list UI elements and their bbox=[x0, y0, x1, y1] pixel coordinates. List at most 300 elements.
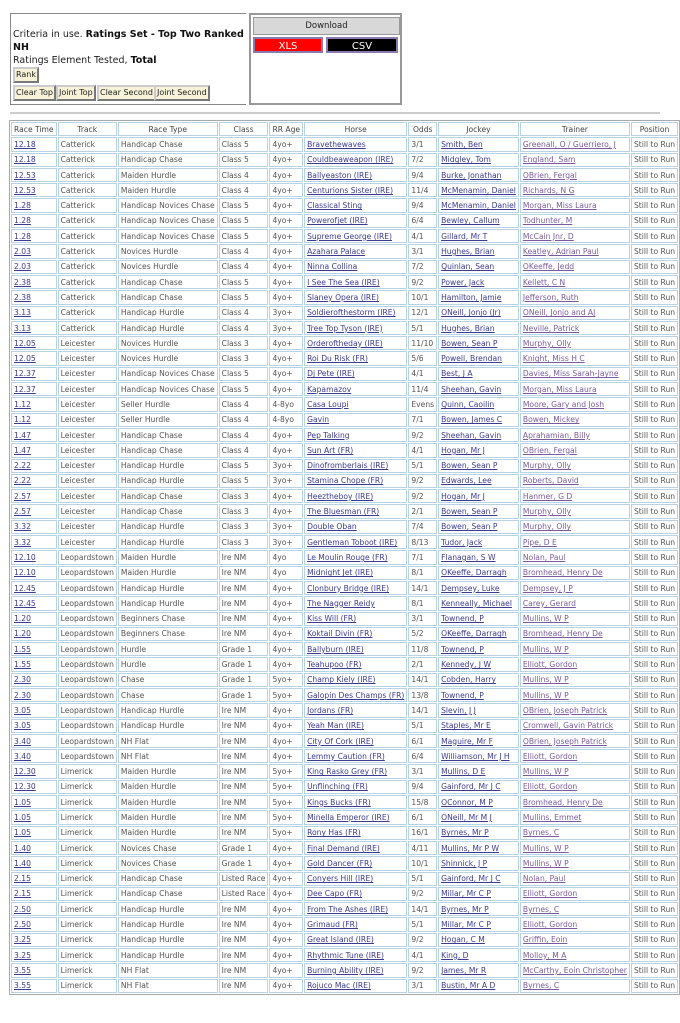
race-time-link[interactable]: 2.57 bbox=[14, 491, 31, 501]
cell-horse bbox=[304, 780, 407, 794]
horse-link[interactable]: Centurions Sister (IRE) bbox=[307, 185, 394, 195]
horse-link[interactable]: Teahupoo (FR) bbox=[307, 660, 362, 670]
rank-button[interactable]: Rank bbox=[13, 67, 39, 83]
cell-class: Class 5 bbox=[219, 459, 269, 473]
trainer-link[interactable]: Murphy, Olly bbox=[522, 461, 572, 471]
race-time-link[interactable]: 3.40 bbox=[14, 736, 31, 746]
trainer-link[interactable]: Bowen, Mickey bbox=[522, 415, 580, 425]
horse-link[interactable]: Rony Has (FR) bbox=[307, 828, 361, 838]
race-time-link[interactable]: 3.32 bbox=[14, 537, 31, 547]
race-time-link[interactable]: 12.30 bbox=[14, 782, 36, 792]
xls-download-button[interactable]: XLS bbox=[253, 37, 323, 53]
trainer-link[interactable]: Mullins, W P bbox=[522, 858, 569, 868]
race-time-link[interactable]: 2.50 bbox=[14, 920, 31, 930]
horse-link[interactable]: Burning Ability (IRE) bbox=[307, 965, 384, 975]
cell-race-type: Beginners Chase bbox=[118, 627, 218, 641]
trainer-link[interactable]: Carey, Gerard bbox=[522, 598, 576, 608]
cell-jockey bbox=[438, 153, 519, 167]
horse-link[interactable]: Final Demand (IRE) bbox=[307, 843, 380, 853]
jockey-link[interactable]: James, Mr R bbox=[441, 965, 487, 975]
horse-link[interactable]: Powerofjet (IRE) bbox=[307, 216, 368, 226]
cell-position: Still to Run bbox=[631, 336, 678, 350]
horse-link[interactable]: Koktail Divin (FR) bbox=[307, 629, 373, 639]
jockey-link[interactable]: Gainford, Mr J C bbox=[441, 782, 501, 792]
jockey-link[interactable]: Hamilton, Jamie bbox=[441, 292, 502, 302]
horse-link[interactable]: Azahara Palace bbox=[307, 247, 366, 257]
horse-link[interactable]: Sun Art (FR) bbox=[307, 445, 354, 455]
horse-link[interactable]: The Bluesman (FR) bbox=[307, 507, 380, 517]
horse-link[interactable]: Pep Talking bbox=[307, 430, 350, 440]
csv-download-button[interactable]: CSV bbox=[326, 37, 398, 53]
jockey-link[interactable]: King, D bbox=[441, 950, 469, 960]
race-time-link[interactable]: 1.28 bbox=[14, 216, 31, 226]
cell-position: Still to Run bbox=[631, 795, 678, 809]
cell-position: Still to Run bbox=[631, 581, 678, 595]
trainer-link[interactable]: Nolan, Paul bbox=[522, 552, 566, 562]
jockey-link[interactable]: Power, Jack bbox=[441, 277, 485, 287]
trainer-link[interactable]: Molloy, M A bbox=[522, 950, 567, 960]
race-time-link[interactable]: 12.10 bbox=[14, 552, 36, 562]
trainer-link[interactable]: OBrien, Fergal bbox=[522, 445, 577, 455]
jockey-link[interactable]: Millar, Mr C P bbox=[441, 920, 491, 930]
horse-link[interactable]: Unflinching (FR) bbox=[307, 782, 368, 792]
jockey-link[interactable]: Townend, P bbox=[441, 644, 484, 654]
horse-link[interactable]: Galopin Des Champs (FR) bbox=[307, 690, 405, 700]
trainer-link[interactable]: Hanmer, G D bbox=[522, 491, 573, 501]
trainer-link[interactable]: Dempsey, J P bbox=[522, 583, 573, 593]
trainer-link[interactable]: Greenall, O / Guerriero, J bbox=[522, 139, 616, 149]
cell-odds: 5/1 bbox=[408, 917, 437, 931]
trainer-link[interactable]: Morgan, Miss Laura bbox=[522, 384, 597, 394]
cell-race-type: Novices Hurdle bbox=[118, 351, 218, 365]
trainer-link[interactable]: Elliott, Gordon bbox=[522, 889, 578, 899]
horse-link[interactable]: Heeztheboy (IRE) bbox=[307, 491, 374, 501]
trainer-link[interactable]: Byrnes, C bbox=[522, 904, 560, 914]
horse-link[interactable]: Gold Dancer (FR) bbox=[307, 858, 373, 868]
trainer-link[interactable]: Elliott, Gordon bbox=[522, 782, 578, 792]
jockey-link[interactable]: Powell, Brendan bbox=[441, 354, 502, 364]
race-time-link[interactable]: 1.28 bbox=[14, 231, 31, 241]
race-time-link[interactable]: 1.47 bbox=[14, 445, 31, 455]
race-time-link[interactable]: 2.30 bbox=[14, 675, 31, 685]
race-time-link[interactable]: 3.32 bbox=[14, 522, 31, 532]
cell-race-type: Handicap Novices Chase bbox=[118, 214, 218, 228]
cell-position: Still to Run bbox=[631, 168, 678, 182]
jockey-link[interactable]: Bowen, Sean P bbox=[441, 461, 498, 471]
trainer-link[interactable]: Moore, Gary and Josh bbox=[522, 399, 605, 409]
cell-horse bbox=[304, 795, 407, 809]
horse-link[interactable]: Supreme George (IRE) bbox=[307, 231, 392, 241]
horse-link[interactable]: City Of Cork (IRE) bbox=[307, 736, 374, 746]
trainer-link[interactable]: Mullins, W P bbox=[522, 690, 569, 700]
trainer-link[interactable]: OBrien, Fergal bbox=[522, 170, 577, 180]
trainer-link[interactable]: Aprahamian, Billy bbox=[522, 430, 590, 440]
cell-position: Still to Run bbox=[631, 382, 678, 396]
jockey-link[interactable]: Sheehan, Gavin bbox=[441, 384, 502, 394]
cell-track: Leicester bbox=[58, 382, 117, 396]
horse-link[interactable]: King Rasko Grey (FR) bbox=[307, 767, 388, 777]
cell-race-type: Handicap Hurdle bbox=[118, 581, 218, 595]
trainer-link[interactable]: OBrien, Joseph Patrick bbox=[522, 705, 607, 715]
race-time-link[interactable]: 1.05 bbox=[14, 813, 31, 822]
jockey-link[interactable]: OConnor, M P bbox=[441, 797, 493, 807]
cell-race-type: Handicap Chase bbox=[118, 887, 218, 901]
jockey-link[interactable]: Slevin, J J bbox=[441, 705, 476, 715]
cell-race-type: Maiden Hurdle bbox=[118, 550, 218, 564]
race-time-link[interactable]: 3.25 bbox=[14, 935, 31, 945]
trainer-link[interactable]: Mullins, W P bbox=[522, 675, 569, 685]
race-time-link[interactable]: 1.40 bbox=[14, 858, 31, 868]
table-row bbox=[11, 703, 678, 717]
horse-link[interactable]: I See The Sea (IRE) bbox=[307, 277, 380, 287]
jockey-link[interactable]: ONeill, Jonjo (Jr) bbox=[441, 308, 501, 318]
race-time-link[interactable]: 1.28 bbox=[14, 201, 31, 211]
jockey-link[interactable]: Byrnes, Mr P bbox=[441, 904, 489, 914]
horse-link[interactable]: Ballyburn (IRE) bbox=[307, 644, 364, 654]
jockey-link[interactable]: Hughes, Brian bbox=[441, 247, 495, 257]
joint-top-button[interactable]: Joint Top bbox=[56, 85, 96, 101]
race-time-link[interactable]: 2.57 bbox=[14, 507, 31, 517]
trainer-link[interactable]: Mullins, W P bbox=[522, 644, 569, 654]
trainer-link[interactable]: McCain Jnr, D bbox=[522, 231, 574, 241]
race-time-link[interactable]: 12.30 bbox=[14, 767, 36, 777]
cell-trainer bbox=[520, 290, 630, 304]
cell-horse bbox=[304, 963, 407, 977]
horse-link[interactable]: Kiss Will (FR) bbox=[307, 614, 357, 624]
cell-jockey bbox=[438, 459, 519, 473]
trainer-link[interactable]: Elliott, Gordon bbox=[522, 660, 578, 670]
race-time-link[interactable]: 3.55 bbox=[14, 965, 31, 975]
trainer-link[interactable]: Mullins, W P bbox=[522, 767, 569, 777]
race-time-link[interactable]: 1.05 bbox=[14, 828, 31, 838]
horse-link[interactable]: Yeah Man (IRE) bbox=[307, 721, 364, 731]
cell-horse bbox=[304, 321, 407, 335]
horse-link[interactable]: Le Moulin Rouge (FR) bbox=[307, 552, 388, 562]
horse-link[interactable]: Lemmy Caution (FR) bbox=[307, 751, 385, 761]
horse-link[interactable]: Double Oban bbox=[307, 522, 357, 532]
table-row bbox=[11, 627, 678, 641]
trainer-link[interactable]: Elliott, Gordon bbox=[522, 920, 578, 930]
trainer-link[interactable]: Kellett, C N bbox=[522, 277, 566, 287]
race-time-link[interactable]: 12.45 bbox=[14, 598, 36, 608]
horse-link[interactable]: Dj Pete (IRE) bbox=[307, 369, 355, 379]
race-time-link[interactable]: 3.13 bbox=[14, 308, 31, 318]
race-time-link[interactable]: 3.05 bbox=[14, 721, 31, 731]
horse-link[interactable]: Clonbury Bridge (IRE) bbox=[307, 583, 390, 593]
horse-link[interactable]: Grimaud (FR) bbox=[307, 920, 358, 930]
race-time-link[interactable]: 12.10 bbox=[14, 568, 36, 578]
jockey-link[interactable]: Mullins, Mr P W bbox=[441, 843, 499, 853]
race-time-link[interactable]: 1.20 bbox=[14, 629, 31, 639]
horse-link[interactable]: Dinofromberlais (IRE) bbox=[307, 461, 389, 471]
table-row bbox=[11, 275, 678, 289]
trainer-link[interactable]: Griffin, Eoin bbox=[522, 935, 568, 945]
cell-race-time bbox=[11, 688, 57, 702]
clear-second-button[interactable]: Clear Second bbox=[97, 85, 156, 101]
jockey-link[interactable]: Bowen, Sean P bbox=[441, 522, 498, 532]
horse-link[interactable]: Jordans (FR) bbox=[307, 705, 354, 715]
jockey-link[interactable]: Bowen, James C bbox=[441, 415, 503, 425]
cell-trainer bbox=[520, 810, 630, 824]
cell-rr-age: 3yo+ bbox=[269, 306, 303, 320]
race-time-link[interactable]: 2.38 bbox=[14, 292, 31, 302]
jockey-link[interactable]: Hughes, Brian bbox=[441, 323, 495, 333]
trainer-link[interactable]: Richards, N G bbox=[522, 185, 575, 195]
trainer-link[interactable]: Bromhead, Henry De bbox=[522, 568, 603, 578]
cell-trainer bbox=[520, 382, 630, 396]
cell-odds: 5/6 bbox=[408, 351, 437, 365]
horse-link[interactable]: Great Island (IRE) bbox=[307, 935, 374, 945]
cell-horse bbox=[304, 719, 407, 733]
jockey-link[interactable]: Hogan, Mr J bbox=[441, 445, 485, 455]
cell-track: Leicester bbox=[58, 367, 117, 381]
cell-race-time bbox=[11, 504, 57, 518]
jockey-link[interactable]: Flanagan, S W bbox=[441, 552, 496, 562]
race-time-link[interactable]: 2.03 bbox=[14, 247, 31, 257]
horse-link[interactable]: Gavin bbox=[307, 415, 330, 425]
race-time-link[interactable]: 1.55 bbox=[14, 644, 31, 654]
trainer-link[interactable]: Knight, Miss H C bbox=[522, 354, 585, 364]
trainer-link[interactable]: Todhunter, M bbox=[522, 216, 573, 226]
jockey-link[interactable]: Midgley, Tom bbox=[441, 155, 491, 165]
jockey-link[interactable]: Dempsey, Luke bbox=[441, 583, 500, 593]
jockey-link[interactable]: Bustin, Mr A D bbox=[441, 981, 496, 991]
trainer-link[interactable]: Bromhead, Henry De bbox=[522, 629, 603, 639]
jockey-link[interactable]: OKeeffe, Darragh bbox=[441, 568, 507, 578]
cell-track: Leicester bbox=[58, 535, 117, 549]
jockey-link[interactable]: Maguire, Mr F bbox=[441, 736, 493, 746]
race-time-link[interactable]: 12.05 bbox=[14, 338, 36, 348]
jockey-link[interactable]: Townend, P bbox=[441, 690, 484, 700]
race-time-link[interactable]: 12.37 bbox=[14, 369, 36, 379]
clear-top-button[interactable]: Clear Top bbox=[13, 85, 56, 101]
cell-horse bbox=[304, 229, 407, 243]
horse-link[interactable]: Midnight Jet (IRE) bbox=[307, 568, 374, 578]
cell-rr-age: 4yo+ bbox=[269, 137, 303, 151]
jockey-link[interactable]: Quinlan, Sean bbox=[441, 262, 495, 272]
trainer-link[interactable]: Byrnes, C bbox=[522, 828, 560, 838]
trainer-link[interactable]: Nolan, Paul bbox=[522, 874, 566, 884]
trainer-link[interactable]: Neville, Patrick bbox=[522, 323, 580, 333]
race-time-link[interactable]: 2.22 bbox=[14, 476, 31, 486]
jockey-link[interactable]: Best, J A bbox=[441, 369, 473, 379]
race-time-link[interactable]: 1.12 bbox=[14, 415, 31, 425]
horse-link[interactable]: Soldierofthestorm (IRE) bbox=[307, 308, 396, 318]
race-time-link[interactable]: 2.50 bbox=[14, 904, 31, 914]
horse-link[interactable]: From The Ashes (IRE) bbox=[307, 904, 389, 914]
horse-link[interactable]: Ninna Collina bbox=[307, 262, 358, 272]
trainer-link[interactable]: Byrnes, C bbox=[522, 981, 560, 991]
jockey-link[interactable]: Townend, P bbox=[441, 614, 484, 624]
horse-link[interactable]: Couldbeaweapon (IRE) bbox=[307, 155, 394, 165]
criteria-prefix: Criteria in use. bbox=[13, 29, 86, 40]
jockey-link[interactable]: McMenamin, Daniel bbox=[441, 185, 516, 195]
cell-track: Limerick bbox=[58, 764, 117, 778]
cell-trainer bbox=[520, 520, 630, 534]
jockey-link[interactable]: Gillard, Mr T bbox=[441, 231, 488, 241]
cell-jockey bbox=[438, 826, 519, 840]
horse-link[interactable]: Kings Bucks (FR) bbox=[307, 797, 371, 807]
cell-odds: 7/2 bbox=[408, 153, 437, 167]
header-position: Position bbox=[631, 122, 678, 136]
jockey-link[interactable]: Hogan, Mr J bbox=[441, 491, 485, 501]
cell-race-time bbox=[11, 489, 57, 503]
race-time-link[interactable]: 12.45 bbox=[14, 583, 36, 593]
trainer-link[interactable]: Murphy, Olly bbox=[522, 522, 572, 532]
cell-rr-age: 4yo+ bbox=[269, 917, 303, 931]
race-time-link[interactable]: 3.40 bbox=[14, 751, 31, 761]
jockey-link[interactable]: Smith, Ben bbox=[441, 139, 483, 149]
jockey-link[interactable]: Sheehan, Gavin bbox=[441, 430, 502, 440]
race-time-link[interactable]: 3.13 bbox=[14, 323, 31, 333]
horse-link[interactable]: Ballyeaston (IRE) bbox=[307, 170, 373, 180]
race-time-link[interactable]: 1.47 bbox=[14, 430, 31, 440]
cell-class: Ire NM bbox=[219, 795, 269, 809]
table-row bbox=[11, 902, 678, 916]
jockey-link[interactable]: Kennedy, J W bbox=[441, 660, 491, 670]
horse-link[interactable]: Minella Emperor (IRE) bbox=[307, 813, 390, 822]
race-time-link[interactable]: 3.25 bbox=[14, 950, 31, 960]
cell-track: Catterick bbox=[58, 153, 117, 167]
horse-link[interactable]: Conyers Hill (IRE) bbox=[307, 874, 374, 884]
race-time-link[interactable]: 12.53 bbox=[14, 170, 36, 180]
jockey-link[interactable]: Hogan, C M bbox=[441, 935, 485, 945]
race-time-link[interactable]: 3.05 bbox=[14, 705, 31, 715]
cell-horse bbox=[304, 183, 407, 197]
trainer-link[interactable]: Mullins, W P bbox=[522, 614, 569, 624]
jockey-link[interactable]: Millar, Mr C P bbox=[441, 889, 491, 899]
jockey-link[interactable]: Bowen, Sean P bbox=[441, 338, 498, 348]
trainer-link[interactable]: Roberts, David bbox=[522, 476, 579, 486]
race-time-link[interactable]: 12.37 bbox=[14, 384, 36, 394]
cell-jockey bbox=[438, 489, 519, 503]
trainer-link[interactable]: OBrien, Joseph Patrick bbox=[522, 736, 607, 746]
jockey-link[interactable]: Burke, Jonathan bbox=[441, 170, 502, 180]
horse-link[interactable]: Stamina Chope (FR) bbox=[307, 476, 384, 486]
jockey-link[interactable]: Tudor, Jack bbox=[441, 537, 483, 547]
cell-horse bbox=[304, 260, 407, 274]
jockey-link[interactable]: Bewley, Callum bbox=[441, 216, 500, 226]
trainer-link[interactable]: Mullins, W P bbox=[522, 843, 569, 853]
race-time-link[interactable]: 2.03 bbox=[14, 262, 31, 272]
race-time-link[interactable]: 1.05 bbox=[14, 797, 31, 807]
horse-link[interactable]: Champ Kiely (IRE) bbox=[307, 675, 376, 685]
jockey-link[interactable]: ONeill, Mr M J bbox=[441, 813, 492, 822]
race-time-link[interactable]: 1.20 bbox=[14, 614, 31, 624]
cell-trainer bbox=[520, 275, 630, 289]
cell-odds: 3/1 bbox=[408, 612, 437, 626]
horse-link[interactable]: The Nagger Reidy bbox=[307, 598, 375, 608]
horse-link[interactable]: Rhythmic Tune (IRE) bbox=[307, 950, 384, 960]
horse-link[interactable]: Orderoftheday (IRE) bbox=[307, 338, 383, 348]
jockey-link[interactable]: Shinnick, J P bbox=[441, 858, 488, 868]
race-time-link[interactable]: 2.15 bbox=[14, 874, 31, 884]
horse-link[interactable]: Slaney Opera (IRE) bbox=[307, 292, 379, 302]
race-time-link[interactable]: 12.53 bbox=[14, 185, 36, 195]
trainer-link[interactable]: Elliott, Gordon bbox=[522, 751, 578, 761]
race-time-link[interactable]: 12.18 bbox=[14, 155, 36, 165]
race-time-link[interactable]: 2.15 bbox=[14, 889, 31, 899]
cell-rr-age: 4yo+ bbox=[269, 260, 303, 274]
race-time-link[interactable]: 1.12 bbox=[14, 399, 31, 409]
trainer-link[interactable]: Murphy, Olly bbox=[522, 507, 572, 517]
jockey-link[interactable]: Cobden, Harry bbox=[441, 675, 496, 685]
trainer-link[interactable]: Davies, Miss Sarah-Jayne bbox=[522, 369, 619, 379]
jockey-link[interactable]: Staples, Mr E bbox=[441, 721, 491, 731]
trainer-link[interactable]: England, Sam bbox=[522, 155, 576, 165]
table-row bbox=[11, 581, 678, 595]
jockey-link[interactable]: Byrnes, Mr P bbox=[441, 828, 489, 838]
race-time-link[interactable]: 2.22 bbox=[14, 461, 31, 471]
trainer-link[interactable]: Pipe, D E bbox=[522, 537, 557, 547]
cell-position: Still to Run bbox=[631, 596, 678, 610]
race-time-link[interactable]: 2.38 bbox=[14, 277, 31, 287]
cell-race-time bbox=[11, 627, 57, 641]
cell-rr-age: 4yo+ bbox=[269, 596, 303, 610]
trainer-link[interactable]: Keatley, Adrian Paul bbox=[522, 247, 599, 257]
race-time-link[interactable]: 1.40 bbox=[14, 843, 31, 853]
cell-horse bbox=[304, 688, 407, 702]
cell-jockey bbox=[438, 657, 519, 671]
horse-link[interactable]: Casa Loupi bbox=[307, 399, 349, 409]
race-time-link[interactable]: 12.05 bbox=[14, 354, 36, 364]
horse-link[interactable]: Classical Sting bbox=[307, 201, 363, 211]
jockey-link[interactable]: Edwards, Lee bbox=[441, 476, 492, 486]
cell-race-type: Handicap Chase bbox=[118, 489, 218, 503]
race-time-link[interactable]: 3.55 bbox=[14, 981, 31, 991]
cell-odds: 16/1 bbox=[408, 826, 437, 840]
race-time-link[interactable]: 1.55 bbox=[14, 660, 31, 670]
race-time-link[interactable]: 2.30 bbox=[14, 690, 31, 700]
cell-race-time bbox=[11, 275, 57, 289]
horse-link[interactable]: Dee Capo (FR) bbox=[307, 889, 363, 899]
horse-link[interactable]: Rojuco Mac (IRE) bbox=[307, 981, 371, 991]
horse-link[interactable]: Kapamazov bbox=[307, 384, 352, 394]
trainer-link[interactable]: OKeeffe, Jedd bbox=[522, 262, 575, 272]
jockey-link[interactable]: Kenneally, Michael bbox=[441, 598, 512, 608]
jockey-link[interactable]: McMenamin, Daniel bbox=[441, 201, 516, 211]
trainer-link[interactable]: ONeill, Jonjo and AJ bbox=[522, 308, 596, 318]
trainer-link[interactable]: Mullins, Emmet bbox=[522, 813, 582, 822]
horse-link[interactable]: Roi Du Risk (FR) bbox=[307, 354, 368, 364]
horse-link[interactable]: Tree Top Tyson (IRE) bbox=[307, 323, 383, 333]
trainer-link[interactable]: Jefferson, Ruth bbox=[522, 292, 579, 302]
jockey-link[interactable]: Mullins, D E bbox=[441, 767, 486, 777]
trainer-link[interactable]: Morgan, Miss Laura bbox=[522, 201, 597, 211]
trainer-link[interactable]: Bromhead, Henry De bbox=[522, 797, 603, 807]
race-time-link[interactable]: 12.18 bbox=[14, 139, 36, 149]
cell-class: Class 4 bbox=[219, 306, 269, 320]
cell-race-type: Handicap Hurdle bbox=[118, 703, 218, 717]
cell-race-time bbox=[11, 642, 57, 656]
cell-race-time bbox=[11, 856, 57, 870]
jockey-link[interactable]: OKeeffe, Darragh bbox=[441, 629, 507, 639]
cell-horse bbox=[304, 596, 407, 610]
trainer-link[interactable]: Murphy, Olly bbox=[522, 338, 572, 348]
jockey-link[interactable]: Quinn, Caoilin bbox=[441, 399, 495, 409]
jockey-link[interactable]: Bowen, Sean P bbox=[441, 507, 498, 517]
trainer-link[interactable]: McCarthy, Eoin Christopher bbox=[522, 965, 627, 975]
jockey-link[interactable]: Gainford, Mr J C bbox=[441, 874, 501, 884]
joint-second-button[interactable]: Joint Second bbox=[154, 85, 210, 101]
cell-race-time bbox=[11, 443, 57, 457]
table-header bbox=[11, 122, 678, 136]
trainer-link[interactable]: Cromwell, Gavin Patrick bbox=[522, 721, 614, 731]
jockey-link[interactable]: Williamson, Mr J H bbox=[441, 751, 510, 761]
horse-link[interactable]: Bravethewaves bbox=[307, 139, 366, 149]
cell-rr-age: 4yo+ bbox=[269, 734, 303, 748]
horse-link[interactable]: Gentleman Toboot (IRE) bbox=[307, 537, 398, 547]
